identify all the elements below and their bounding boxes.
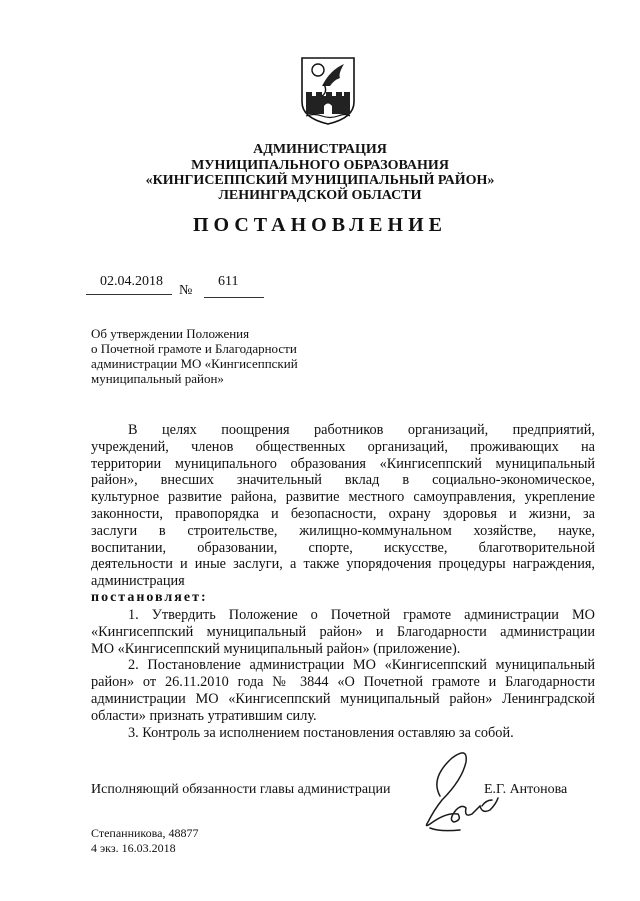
- preamble-line: район», внесших значительный вклад в социально-экономическое,: [91, 472, 595, 489]
- preamble-line: культурное развитие района, развитие местного самоуправления, укрепление: [91, 489, 595, 506]
- subject-line: муниципальный район»: [91, 371, 224, 386]
- date-underline: [86, 294, 172, 295]
- decree-items: [91, 607, 595, 741]
- preamble-line: заслуги в строительстве, жилищно-коммунальном хозяйстве, науке,: [91, 522, 595, 539]
- executor-info: [91, 826, 198, 856]
- item-1-line: МО «Кингисеппский муниципальный район» (приложение).: [91, 640, 461, 657]
- item-2-line: администрации МО «Кингисеппский муниципальный район» Ленинградской: [91, 690, 595, 707]
- coat-of-arms-emblem: [300, 56, 356, 126]
- preamble-paragraph: [91, 422, 595, 590]
- document-subject: [91, 326, 331, 386]
- document-type-title: ПОСТАНОВЛЕНИЕ: [193, 214, 447, 236]
- preamble-line: воспитании, образовании, спорте, искусстве, благотворительной: [91, 539, 595, 556]
- item-1-line: 1. Утвердить Положение о Почетной грамоте администрации МО: [128, 607, 595, 623]
- item-1-line: «Кингисеппский муниципальный район» и Благодарности администрации: [91, 623, 595, 640]
- preamble-line: деятельности и иные заслуги, а также упорядочения процедуры награждения,: [91, 556, 595, 573]
- copies-date: 4 экз. 16.03.2018: [91, 841, 176, 855]
- preamble-line: администрация: [91, 573, 185, 590]
- preamble-line: законности, правопорядка и безопасности, охрану здоровья и жизни, за: [91, 505, 595, 522]
- subject-line: администрации МО «Кингисеппский: [91, 356, 298, 371]
- document-date: 02.04.2018: [100, 274, 163, 289]
- subject-line: Об утверждении Положения: [91, 326, 250, 341]
- subject-line: о Почетной грамоте и Благодарности: [91, 341, 297, 356]
- item-2-line: 2. Постановление администрации МО «Кингисеппский муниципальный: [128, 657, 595, 674]
- item-3-line: 3. Контроль за исполнением постановления оставляю за собой.: [128, 724, 514, 741]
- item-2-line: район» от 26.11.2010 года № 3844 «О Почетной грамоте и Благодарности: [91, 674, 595, 691]
- header-org-line-3: «КИНГИСЕППСКИЙ МУНИЦИПАЛЬНЫЙ РАЙОН»: [145, 173, 495, 188]
- header-org-line-2: МУНИЦИПАЛЬНОГО ОБРАЗОВАНИЯ: [191, 158, 449, 173]
- preamble-line: В целях поощрения работников организаций, предприятий,: [128, 422, 595, 438]
- preamble-line: территории муниципального образования «Кингисеппский муниципальный: [91, 455, 595, 472]
- number-underline: [204, 297, 264, 298]
- preamble-line: учреждений, членов общественных организаций, проживающих на: [91, 438, 595, 455]
- item-2-line: области» признать утратившим силу.: [91, 707, 317, 724]
- signer-name: Е.Г. Антонова: [484, 782, 568, 797]
- header-org-line-4: ЛЕНИНГРАДСКОЙ ОБЛАСТИ: [218, 188, 422, 203]
- number-sign: №: [179, 283, 193, 298]
- decree-word: постановляет:: [91, 590, 208, 605]
- document-number: 611: [218, 274, 239, 289]
- header-org-line-1: АДМИНИСТРАЦИЯ: [253, 142, 387, 157]
- executor-name-phone: Степанникова, 48877: [91, 826, 199, 840]
- signer-position: Исполняющий обязанности главы администрации: [91, 782, 391, 797]
